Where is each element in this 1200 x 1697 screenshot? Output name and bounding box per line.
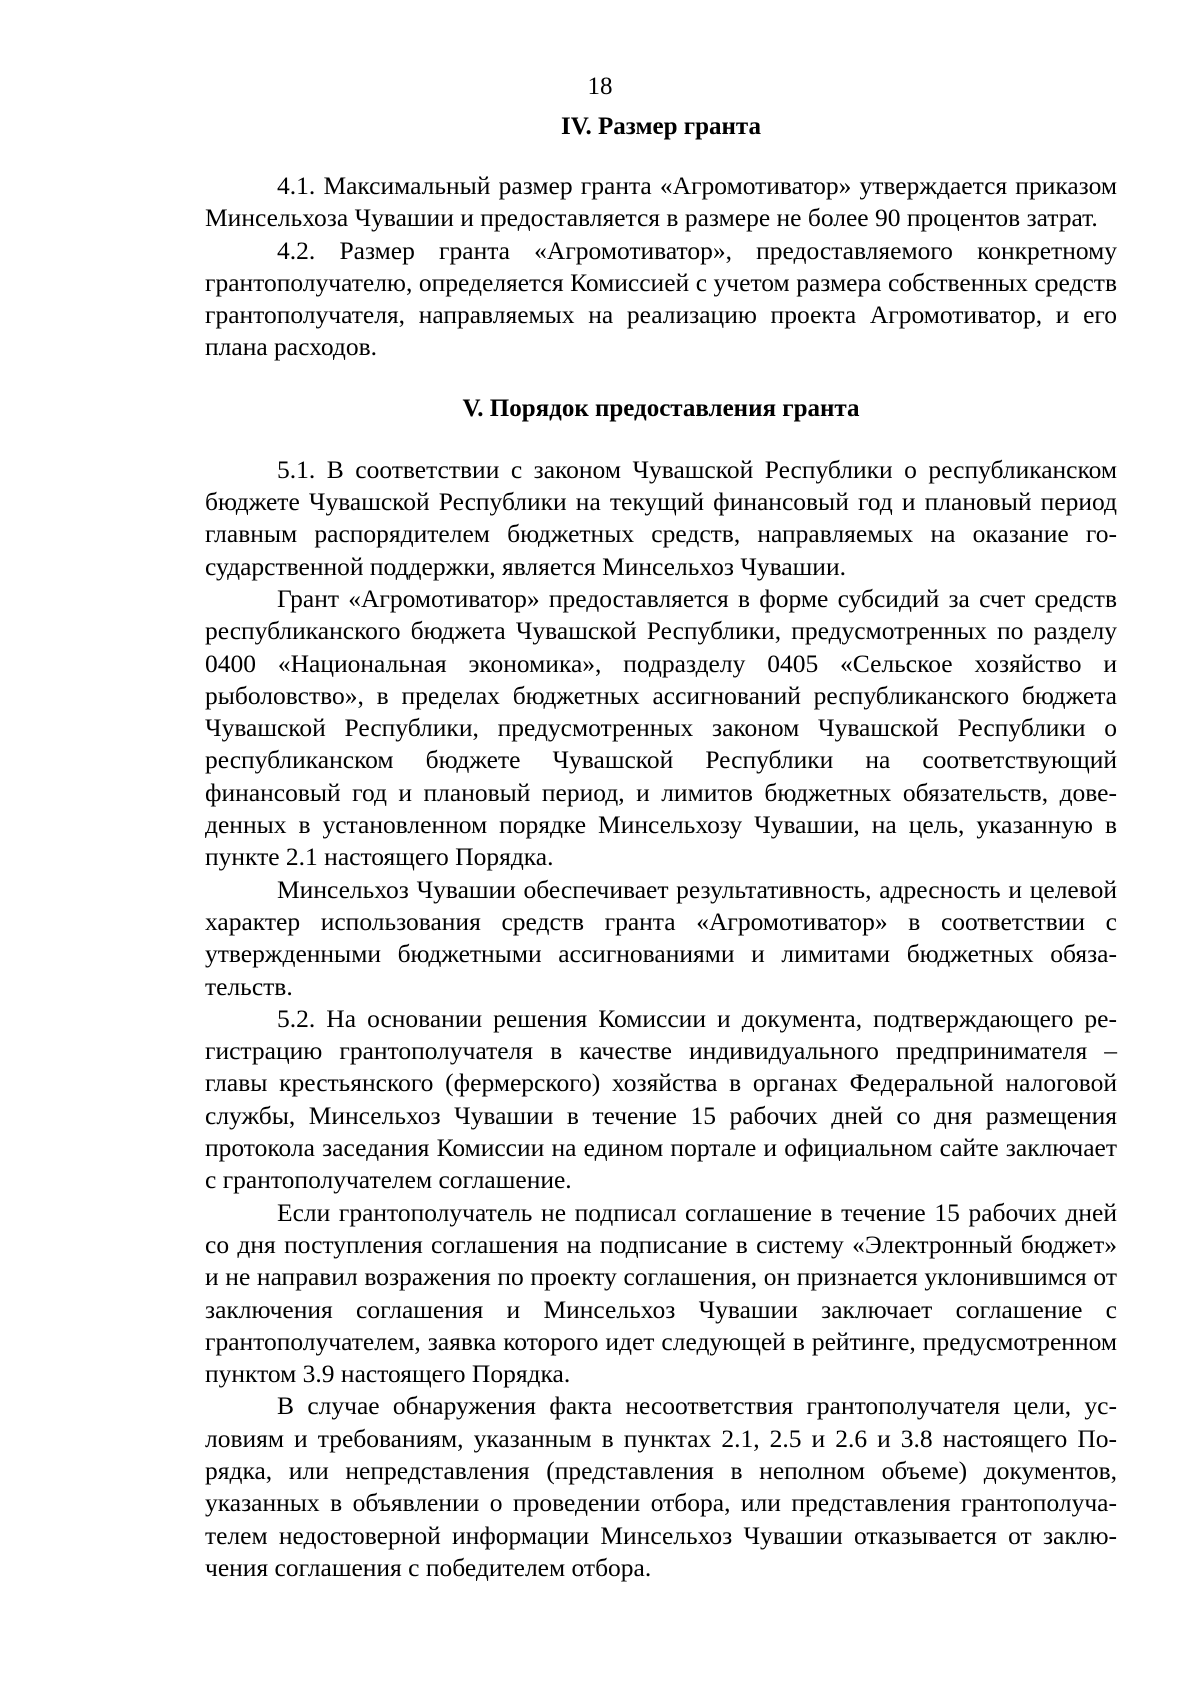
paragraph-ministry-efficiency: Минсельхоз Чувашии обеспечивает результативность, адресность и целевой характер использования средств гранта «Агромотиватор» в соответствии с утвержденными бюджетными ассигнованиями и лимитами бюджетных обязательств. [205, 874, 1117, 1001]
page-number: 18 [587, 73, 613, 100]
paragraph-4-1: 4.1. Максимальный размер гранта «Агромотиватор» утверждается приказом Минсельхоза Чувашии и предоставляется в размере не более 90 процентов затрат. [205, 171, 1117, 233]
document-body [205, 112, 1117, 1584]
paragraph-grant-subsidy: Грант «Агромотиватор» предоставляется в форме субсидий за счет средств республиканского бюджета Чувашской Республики, предусмотренных по разделу 0400 «Национальная экономика», подразделу 0405 «Сельское хозяйство и рыболовство», в пределах бюджетных ассигнований республиканского бюджета Чувашской Республики, предусмотренных законом Чувашской Республики о республиканском бюджете Чувашской Республики на соответствующий финансовый год и плановый период, и лимитов бюджетных обязательств, доведенных в установленном порядке Минсельхозу Чувашии, на цель, указанную в пункте 2.1 настоящего Порядка. [205, 583, 1117, 872]
paragraph-5-2: 5.2. На основании решения Комиссии и документа, подтверждающего регистрацию грантополучателя в качестве индивидуального предпринимателя – главы крестьянского (фермерского) хозяйства в органах Федеральной налоговой службы, Минсельхоз Чувашии в течение 15 рабочих дней со дня размещения протокола заседания Комиссии на едином портале и официальном сайте заключает с грантополучателем соглашение. [205, 1003, 1117, 1195]
paragraph-unsigned-agreement: Если грантополучатель не подписал соглашение в течение 15 рабочих дней со дня поступления соглашения на подписание в систему «Электронный бюджет» и не направил возражения по проекту соглашения, он признается уклонившимся от заключения соглашения и Минсельхоз Чувашии заключает соглашение с грантополучателем, заявка которого идет следующей в рейтинге, предусмотренном пунктом 3.9 настоящего Порядка. [205, 1197, 1117, 1389]
paragraph-4-2: 4.2. Размер гранта «Агромотиватор», предоставляемого конкретному грантополучателю, определяется Комиссией с учетом размера собственных средств грантополучателя, направляемых на реализацию проекта Агромотиватор, и его плана расходов. [205, 235, 1117, 362]
section-5-heading: V. Порядок предоставления гранта [462, 394, 860, 422]
paragraph-noncompliance: В случае обнаружения факта несоответствия грантополучателя цели, условиям и требованиям, указанным в пунктах 2.1, 2.5 и 2.6 и 3.8 настоящего Порядка, или непредставления (представления в неполном объеме) документов, указанных в объявлении о проведении отбора, или представления грантополучателем недостоверной информации Минсельхоз Чувашии отказывается от заключения соглашения с победителем отбора. [205, 1391, 1117, 1582]
section-4-heading: IV. Размер гранта [560, 113, 762, 140]
paragraph-5-1: 5.1. В соответствии с законом Чувашской Республики о республиканском бюджете Чувашской Республики на текущий финансовый год и плановый период главным распорядителем бюджетных средств, направляемых на оказание государственной поддержки, является Минсельхоз Чувашии. [205, 454, 1117, 581]
